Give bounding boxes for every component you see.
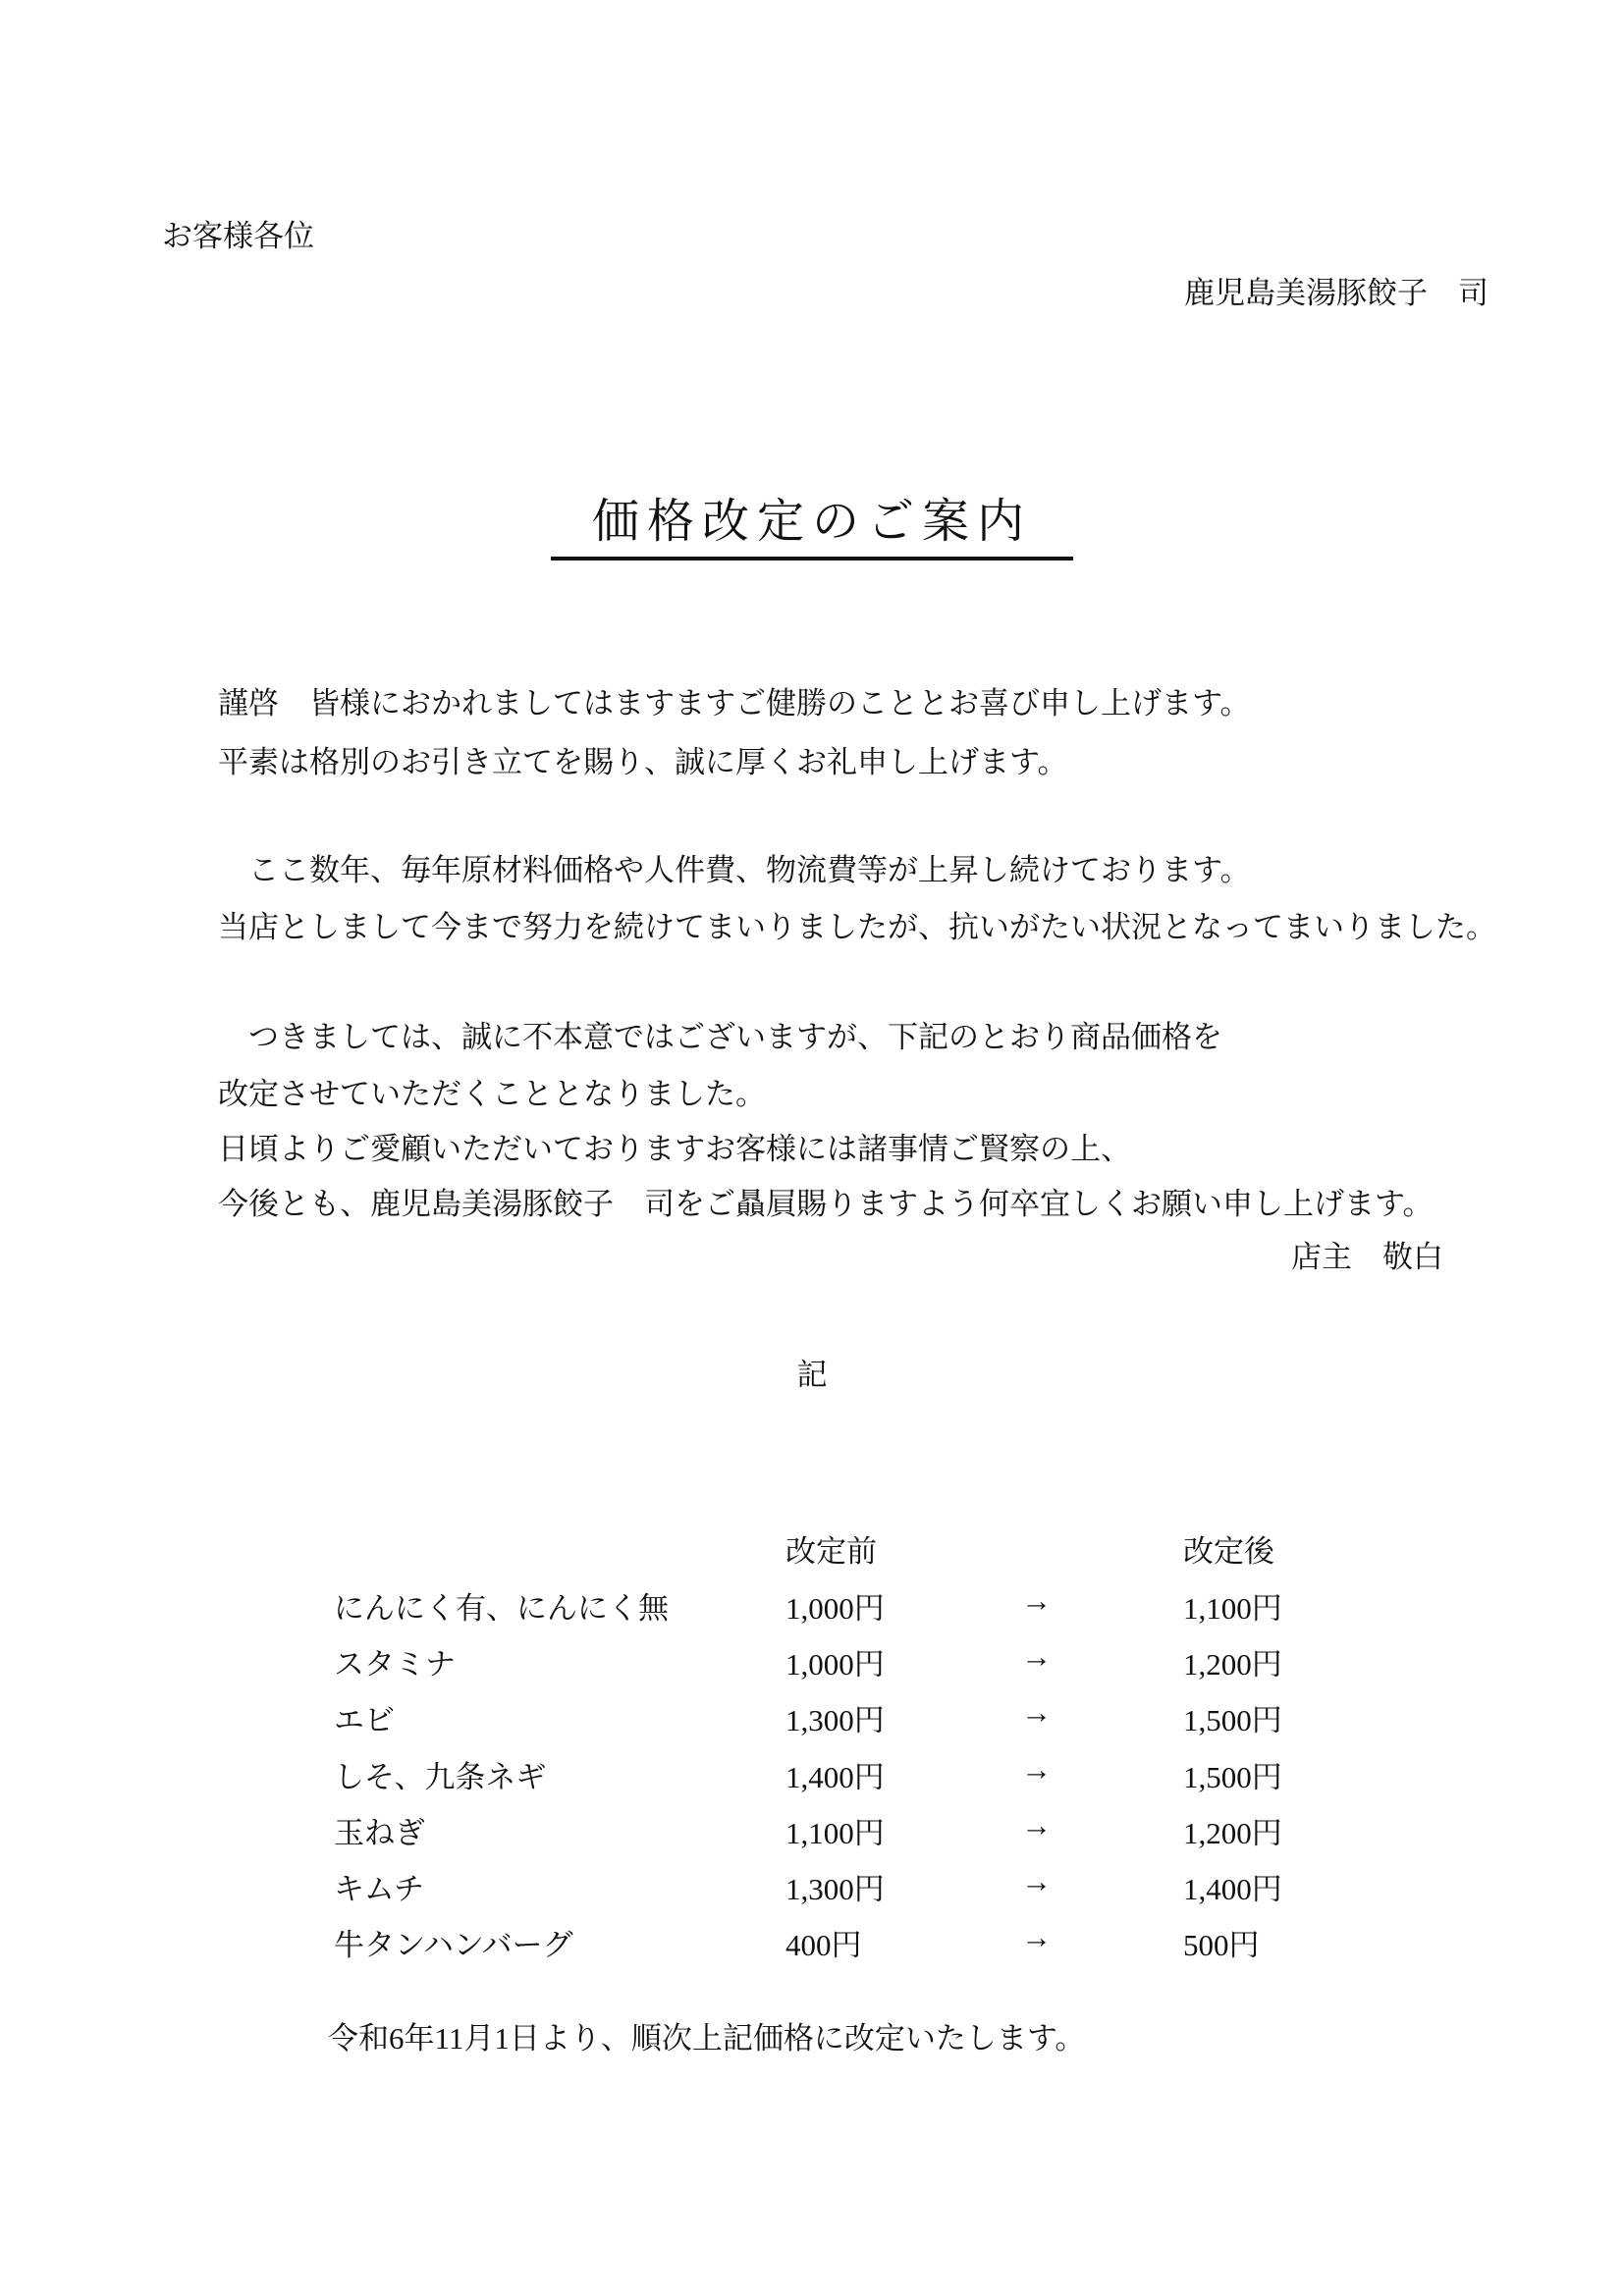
price-after: 1,500円: [1183, 1703, 1282, 1737]
recipient-line: お客様各位: [162, 219, 314, 253]
item-name: 玉ねぎ: [334, 1816, 425, 1850]
item-name: しそ、九条ネギ: [334, 1760, 547, 1794]
price-after: 1,400円: [1183, 1872, 1282, 1906]
price-before: 1,000円: [785, 1591, 885, 1626]
item-name: エビ: [334, 1703, 395, 1737]
price-after: 1,200円: [1183, 1647, 1282, 1682]
arrow-icon: →: [1021, 1639, 1052, 1674]
arrow-icon: →: [1021, 1864, 1052, 1898]
price-before: 1,400円: [785, 1760, 885, 1794]
body-line-3: ここ数年、毎年原材料価格や人件費、物流費等が上昇し続けております。: [218, 853, 1251, 887]
body-line-8: 今後とも、鹿児島美湯豚餃子 司をご贔屓賜りますよう何卒宜しくお願い申し上げます。: [218, 1187, 1434, 1221]
column-header-after: 改定後: [1183, 1534, 1274, 1569]
arrow-icon: →: [1021, 1808, 1052, 1842]
arrow-icon: →: [1021, 1752, 1052, 1787]
price-after: 1,100円: [1183, 1591, 1282, 1626]
table-row: [0, 1583, 1624, 1626]
closing-note: 令和6年11月1日より、順次上記価格に改定いたします。: [328, 2021, 1086, 2056]
arrow-icon: →: [1021, 1583, 1052, 1618]
price-before: 1,300円: [785, 1872, 885, 1906]
body-line-4: 当店としまして今まで努力を続けてまいりましたが、抗いがたい状況となってまいりました。: [218, 910, 1496, 944]
price-before: 1,100円: [785, 1816, 885, 1850]
item-name: キムチ: [334, 1872, 425, 1906]
table-row: [0, 1920, 1624, 1962]
document-title-text: 価格改定のご案内: [551, 483, 1073, 561]
document-title: [0, 483, 1624, 561]
body-line-5: つきましては、誠に不本意ではございますが、下記のとおり商品価格を: [218, 1020, 1222, 1054]
signoff-line: 店主 敬白: [1291, 1240, 1443, 1274]
record-marker: 記: [796, 1358, 828, 1392]
item-name: 牛タンハンバーグ: [334, 1928, 573, 1962]
column-header-before: 改定前: [785, 1534, 877, 1569]
table-row: [0, 1808, 1624, 1850]
price-after: 500円: [1183, 1928, 1260, 1962]
price-before: 400円: [785, 1928, 862, 1962]
arrow-icon: →: [1021, 1695, 1052, 1730]
price-after: 1,200円: [1183, 1816, 1282, 1850]
body-line-7: 日頃よりご愛顧いただいておりますお客様には諸事情ご賢察の上、: [218, 1132, 1131, 1166]
body-line-1: 謹啓 皆様におかれましてはますますご健勝のこととお喜び申し上げます。: [218, 686, 1251, 721]
table-row: [0, 1695, 1624, 1735]
sender-line: 鹿児島美湯豚餃子 司: [1184, 276, 1489, 310]
table-row: [0, 1864, 1624, 1906]
item-name: スタミナ: [334, 1647, 456, 1682]
arrow-icon: →: [1021, 1920, 1052, 1954]
table-row: [0, 1639, 1624, 1682]
price-table-header: [0, 1526, 1624, 1569]
body-line-6: 改定させていただくこととなりました。: [218, 1077, 766, 1111]
table-row: [0, 1752, 1624, 1794]
item-name: にんにく有、にんにく無: [334, 1591, 669, 1626]
price-after: 1,500円: [1183, 1760, 1282, 1794]
body-line-2: 平素は格別のお引き立てを賜り、誠に厚くお礼申し上げます。: [218, 745, 1068, 779]
price-before: 1,000円: [785, 1647, 885, 1682]
price-before: 1,300円: [785, 1703, 885, 1737]
